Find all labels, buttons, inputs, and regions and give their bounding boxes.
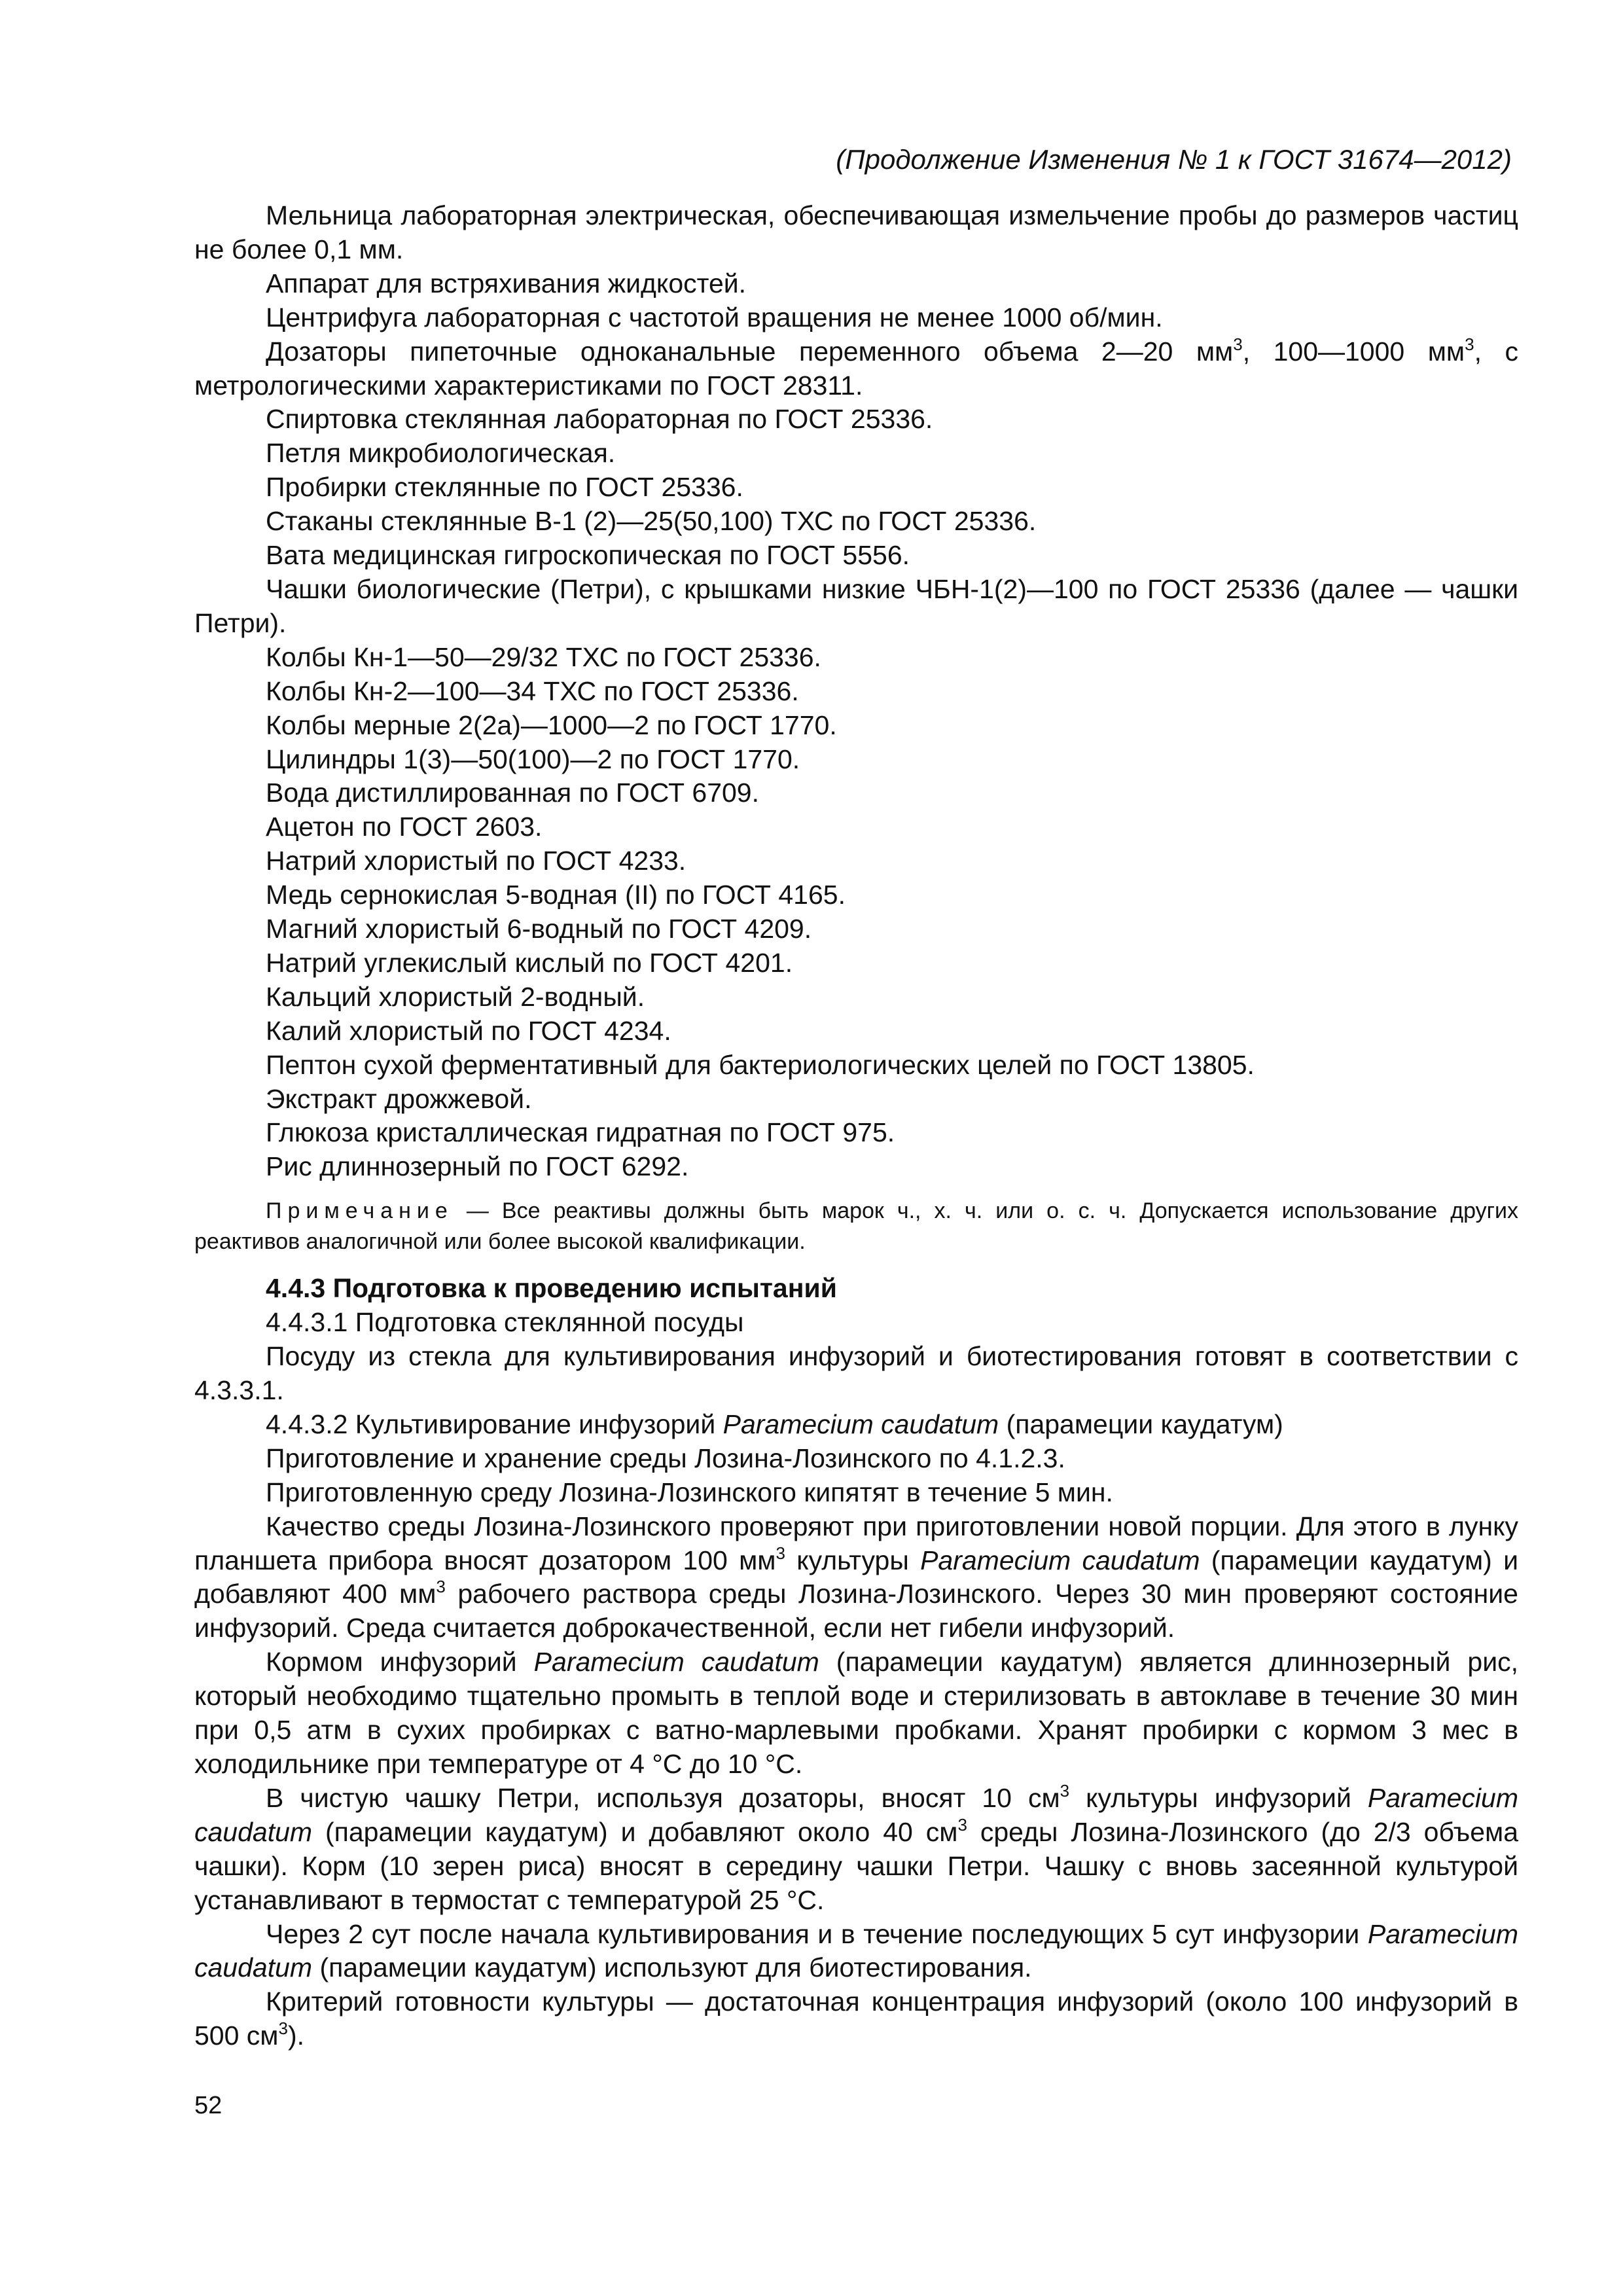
list-item: Натрий хлористый по ГОСТ 4233. xyxy=(266,846,687,876)
list-item-dosators: Дозаторы пипеточные одноканальные переменного объема 2—20 $мм^3$, 100—1000 $мм^3$, с метрологическими характеристиками по ГОСТ 28311. xyxy=(194,334,1518,401)
superscript: 3 xyxy=(957,1814,967,1835)
species-name: Paramecium caudatum xyxy=(194,1918,1518,1983)
list-item: Центрифуга лабораторная с частотой вращения не менее 1000 об/мин. xyxy=(266,302,1163,332)
superscript: 3 xyxy=(436,1577,446,1597)
note-label: Примечание xyxy=(266,1198,454,1224)
list-item: Кальций хлористый 2-водный. xyxy=(266,981,645,1012)
list-item: Пептон сухой ферментативный для бактериологических целей по ГОСТ 13805. xyxy=(266,1049,1255,1080)
paragraph: В чистую чашку Петри, используя дозаторы, вносят 10 $см^3$ культуры инфузорий Paramecium caudatum (парамеции каудатум) и добавляют около 40 $см^3$ среды Лозина-Лозинского (до 2/3 объема чашки). Корм (10 зерен риса) вносят в середину чашки Петри. Чашку с вновь засеянной культурой устанавливают в термостат с температурой 25 °С. xyxy=(194,1780,1518,1915)
list-item: Колбы Кн-2—100—34 ТХС по ГОСТ 25336. xyxy=(266,675,799,706)
list-item: Натрий углекислый кислый по ГОСТ 4201. xyxy=(266,947,793,978)
note xyxy=(194,1196,1518,1257)
list-item: Рис длиннозерный по ГОСТ 6292. xyxy=(266,1151,689,1182)
list-item: Мельница лабораторная электрическая, обеспечивающая измельчение пробы до размеров частиц не более 0,1 мм. xyxy=(194,200,1518,264)
superscript: 3 xyxy=(278,2018,288,2039)
list-item: Колбы мерные 2(2а)—1000—2 по ГОСТ 1770. xyxy=(266,709,837,740)
paragraph: Приготовление и хранение среды Лозина-Лозинского по 4.1.2.3. xyxy=(266,1443,1065,1473)
list-item: Медь сернокислая 5-водная (II) по ГОСТ 4165. xyxy=(266,880,846,910)
paragraph: Посуду из стекла для культивирования инфузорий и биотестирования готовят в соответствии с 4.3.3.1. xyxy=(194,1341,1518,1405)
list-item: Петля микробиологическая. xyxy=(266,438,616,469)
species-name: Paramecium caudatum xyxy=(533,1647,819,1677)
superscript: 3 xyxy=(1060,1780,1070,1801)
list-item: Спиртовка стеклянная лабораторная по ГОСТ 25336. xyxy=(266,404,933,435)
subsection-title: 4.4.3.2 Культивирование инфузорий Paramecium caudatum (парамеции каудатум) xyxy=(266,1408,1283,1439)
list-item: Калий хлористый по ГОСТ 4234. xyxy=(266,1015,671,1046)
paragraph: Критерий готовности культуры — достаточная концентрация инфузорий (около 100 инфузорий в 500 $см^3$). xyxy=(194,1986,1518,2051)
list-item: Чашки биологические (Петри), с крышками низкие ЧБН-1(2)—100 по ГОСТ 25336 (далее — чашки Петри). xyxy=(194,573,1518,638)
superscript: 3 xyxy=(776,1543,785,1563)
list-item: Глюкоза кристаллическая гидратная по ГОСТ 975. xyxy=(266,1117,895,1148)
superscript: 3 xyxy=(1233,334,1243,354)
list-item: Вода дистиллированная по ГОСТ 6709. xyxy=(266,778,759,808)
list-item: Цилиндры 1(3)—50(100)—2 по ГОСТ 1770. xyxy=(266,744,800,774)
paragraph: Приготовленную среду Лозина-Лозинского кипятят в течение 5 мин. xyxy=(266,1477,1113,1507)
running-header: (Продолжение Изменения № 1 к ГОСТ 31674—2012) xyxy=(836,144,1512,175)
paragraph: Через 2 сут после начала культивирования и в течение последующих 5 сут инфузории Paramecium caudatum (парамеции каудатум) используют для биотестирования. xyxy=(194,1918,1518,1983)
document-body xyxy=(194,199,1518,2053)
list-item: Колбы Кн-1—50—29/32 ТХС по ГОСТ 25336. xyxy=(266,641,821,672)
list-item: Экстракт дрожжевой. xyxy=(266,1083,532,1114)
note-text: — Все реактивы должны быть марок ч., х. ч. или о. с. ч. Допускается использование других реактивов аналогичной или более высокой квалификации. xyxy=(194,1198,1518,1255)
list-item: Магний хлористый 6-водный по ГОСТ 4209. xyxy=(266,914,812,944)
species-name: Paramecium caudatum xyxy=(722,1408,999,1439)
section-heading: 4.4.3 Подготовка к проведению испытаний xyxy=(266,1273,837,1304)
species-name: Paramecium caudatum xyxy=(920,1545,1200,1575)
list-item: Аппарат для встряхивания жидкостей. xyxy=(266,268,747,298)
list-item: Стаканы стеклянные В-1 (2)—25(50,100) ТХС по ГОСТ 25336. xyxy=(266,506,1037,537)
list-item: Ацетон по ГОСТ 2603. xyxy=(266,812,543,842)
list-item: Пробирки стеклянные по ГОСТ 25336. xyxy=(266,472,743,503)
subsection-title: 4.4.3.1 Подготовка стеклянной посуды xyxy=(266,1307,744,1338)
paragraph: Качество среды Лозина-Лозинского проверяют при приготовлении новой порции. Для этого в лунку планшета прибора вносят дозатором 100 $мм^3$ культуры Paramecium caudatum (парамеции каудатум) и добавляют 400 $мм^3$ рабочего раствора среды Лозина-Лозинского. Через 30 мин проверяют состояние инфузорий. Среда считается доброкачественной, если нет гибели инфузорий. xyxy=(194,1511,1518,1643)
superscript: 3 xyxy=(1465,334,1474,354)
species-name: Paramecium caudatum xyxy=(194,1782,1518,1847)
list-item: Вата медицинская гигроскопическая по ГОСТ 5556. xyxy=(266,540,910,571)
paragraph: Кормом инфузорий Paramecium caudatum (парамеции каудатум) является длиннозерный рис, который необходимо тщательно промыть в теплой воде и стерилизовать в автоклаве в течение 30 мин при 0,5 атм в сухих пробирках с ватно-марлевыми пробками. Хранят пробирки с кормом 3 мес в холодильнике при температуре от 4 °С до 10 °С. xyxy=(194,1647,1519,1779)
page-number: 52 xyxy=(194,2092,223,2119)
